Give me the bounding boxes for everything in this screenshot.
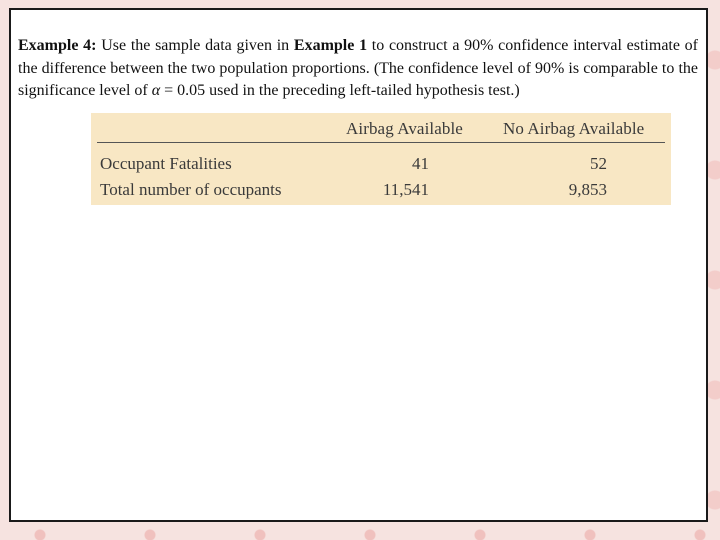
problem-text-part-2: to construct a 90% confidence interval estimate of the difference between the two population proportions. (The confidence level of 90% is comparable to the significance level of xyxy=(18,37,699,99)
example-reference: Example 1 xyxy=(293,37,368,54)
problem-text-part-3: = 0.05 used in the preceding left-tailed hypothesis test.) xyxy=(160,82,520,99)
column-header-no-airbag: No Airbag Available xyxy=(503,119,645,138)
header-rule xyxy=(97,142,665,143)
example-label: Example 4: xyxy=(18,37,97,54)
cell-total-no-airbag: 9,853 xyxy=(568,180,607,199)
cell-fatalities-no-airbag: 52 xyxy=(590,154,607,173)
cell-total-airbag: 11,541 xyxy=(382,180,429,199)
row-label-fatalities: Occupant Fatalities xyxy=(100,154,232,173)
problem-text-part-1: Use the sample data given in xyxy=(96,37,294,54)
data-table xyxy=(91,113,671,205)
row-label-total-occupants: Total number of occupants xyxy=(100,180,282,199)
cell-fatalities-airbag: 41 xyxy=(412,154,429,173)
alpha-symbol: α xyxy=(151,82,161,99)
column-header-airbag: Airbag Available xyxy=(346,119,463,138)
problem-statement xyxy=(18,35,698,103)
slide-panel xyxy=(9,8,708,522)
